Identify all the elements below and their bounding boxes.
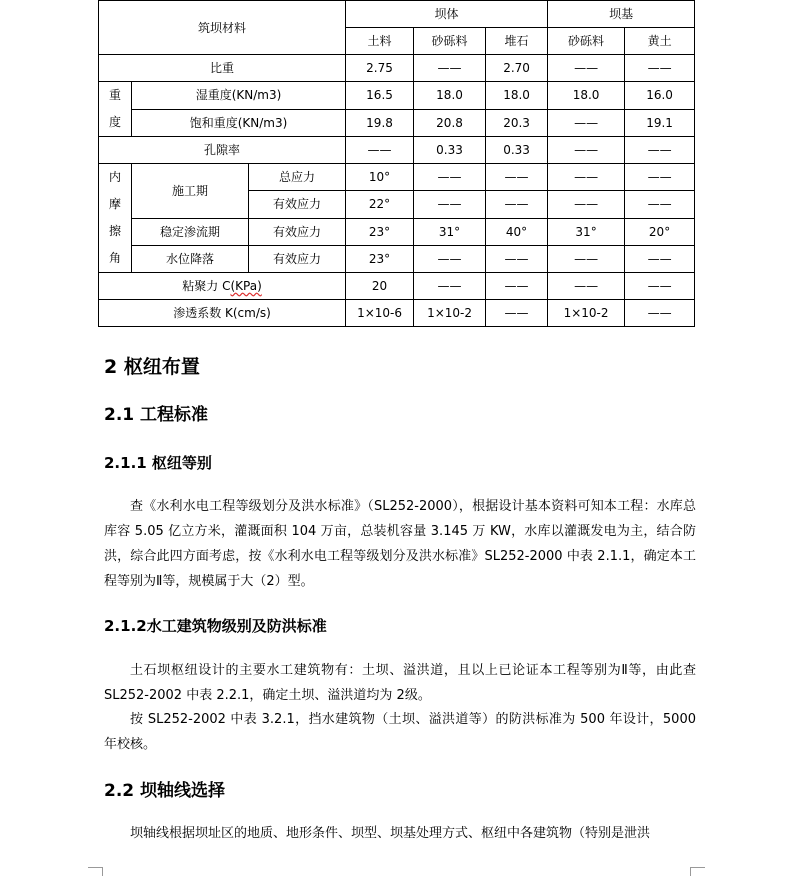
table-row [99, 82, 695, 110]
cell: 1×10-2 [548, 300, 625, 327]
paragraph: 按 SL252-2002 中表 3.2.1，挡水建筑物（土坝、溢洪道等）的防洪标准为 500 年设计，5000 年校核。 [104, 712, 696, 752]
cell: —— [625, 245, 695, 272]
cell: 20 [346, 273, 414, 300]
paragraph: 坝轴线根据坝址区的地质、地形条件、坝型、坝基处理方式、枢纽中各建筑物（特别是泄洪 [130, 826, 651, 841]
cell: —— [414, 164, 486, 191]
cell: —— [486, 245, 548, 272]
weight-char: 重 [108, 88, 121, 102]
col-header: 堆石 [486, 28, 548, 55]
header-foundation: 坝基 [548, 1, 695, 28]
cell: 10° [346, 164, 414, 191]
heading-2-1-1: 2.1.1 枢纽等别 [104, 454, 212, 472]
cell: 31° [548, 218, 625, 245]
cell: —— [548, 273, 625, 300]
weight-group-label [99, 82, 132, 137]
row-label: 水位降落 [132, 245, 249, 272]
cell: —— [625, 191, 695, 218]
row-label: 施工期 [132, 164, 249, 219]
col-header: 砂砾料 [414, 28, 486, 55]
cell: 18.0 [414, 82, 486, 110]
cell: 31° [414, 218, 486, 245]
cell: —— [486, 273, 548, 300]
cell: 16.0 [625, 82, 695, 110]
table-row [99, 245, 695, 272]
cell: —— [625, 55, 695, 82]
friction-char: 角 [108, 251, 121, 265]
cell: —— [414, 191, 486, 218]
weight-char: 度 [108, 115, 121, 129]
cell: —— [625, 273, 695, 300]
cell: —— [548, 164, 625, 191]
material-properties-table [98, 0, 695, 327]
cell: 23° [346, 245, 414, 272]
cell: —— [625, 164, 695, 191]
cell: 18.0 [548, 82, 625, 110]
cell: 0.33 [486, 137, 548, 164]
friction-char: 擦 [108, 224, 121, 238]
row-label: 稳定渗流期 [132, 218, 249, 245]
cell: —— [548, 191, 625, 218]
cell: 2.70 [486, 55, 548, 82]
cell: 20° [625, 218, 695, 245]
friction-group-label [99, 164, 132, 273]
cell: 0.33 [414, 137, 486, 164]
cell: 20.3 [486, 109, 548, 137]
cell: 19.1 [625, 109, 695, 137]
row-label [99, 273, 346, 300]
sub-label: 总应力 [249, 164, 346, 191]
cell: —— [414, 273, 486, 300]
table-row [99, 300, 695, 327]
table-row [99, 109, 695, 137]
sub-label: 有效应力 [249, 245, 346, 272]
table-row [99, 137, 695, 164]
cell: 1×10-2 [414, 300, 486, 327]
sub-label: 有效应力 [249, 191, 346, 218]
heading-2-1: 2.1 工程标准 [104, 405, 209, 425]
table-row [99, 164, 695, 191]
cell: 1×10-6 [346, 300, 414, 327]
cell: —— [625, 300, 695, 327]
header-material: 筑坝材料 [99, 1, 346, 55]
col-header: 土料 [346, 28, 414, 55]
table-row [99, 55, 695, 82]
cell: 40° [486, 218, 548, 245]
paragraph: 查《水利水电工程等级划分及洪水标准》（SL252-2000），根据设计基本资料可知本工程：水库总库容 5.05 亿立方米，灌溉面积 104 万亩，总装机容量 3.145 万 KW，水库以灌溉发电为主，结合防洪，综合此四方面考虑，按《水利水电工程等级划分及洪水标准》SL252-2000 中表 2.1.1，确定本工程等别为Ⅱ等，规模属于大（2）型。 [104, 499, 696, 589]
cell: —— [548, 137, 625, 164]
cell: 18.0 [486, 82, 548, 110]
heading-2-1-2: 2.1.2水工建筑物级别及防洪标准 [104, 617, 327, 635]
table-row [99, 218, 695, 245]
cell: —— [548, 109, 625, 137]
row-label: 比重 [99, 55, 346, 82]
heading-2-2: 2.2 坝轴线选择 [104, 781, 226, 801]
cell: —— [486, 164, 548, 191]
cell: 22° [346, 191, 414, 218]
cell: 2.75 [346, 55, 414, 82]
row-label: 渗透系数 K(cm/s) [99, 300, 346, 327]
friction-char: 内 [108, 170, 121, 184]
cell: —— [414, 55, 486, 82]
cell: —— [548, 55, 625, 82]
cell: 23° [346, 218, 414, 245]
page-corner-mark [690, 867, 705, 876]
cell: —— [346, 137, 414, 164]
cohesion-label: 粘聚力 C [182, 279, 231, 293]
cell: 16.5 [346, 82, 414, 110]
row-label: 饱和重度(KN/m3) [132, 109, 346, 137]
paragraph: 土石坝枢纽设计的主要水工建筑物有：土坝、溢洪道，且以上已论证本工程等别为Ⅱ等，由此查 SL252-2002 中表 2.2.1，确定土坝、溢洪道均为 2级。 [104, 663, 696, 703]
cell: —— [625, 137, 695, 164]
sub-label: 有效应力 [249, 218, 346, 245]
cell: 20.8 [414, 109, 486, 137]
cell: 19.8 [346, 109, 414, 137]
cell: —— [486, 300, 548, 327]
cohesion-unit: (KPa) [230, 279, 262, 293]
table-row [99, 273, 695, 300]
friction-char: 摩 [108, 197, 121, 211]
page-corner-mark [88, 867, 103, 876]
col-header: 黄土 [625, 28, 695, 55]
header-dam-body: 坝体 [346, 1, 548, 28]
cell: —— [548, 245, 625, 272]
cell: —— [486, 191, 548, 218]
col-header: 砂砾料 [548, 28, 625, 55]
cell: —— [414, 245, 486, 272]
row-label: 孔隙率 [99, 137, 346, 164]
row-label: 湿重度(KN/m3) [132, 82, 346, 110]
heading-2: 2 枢纽布置 [104, 356, 200, 378]
